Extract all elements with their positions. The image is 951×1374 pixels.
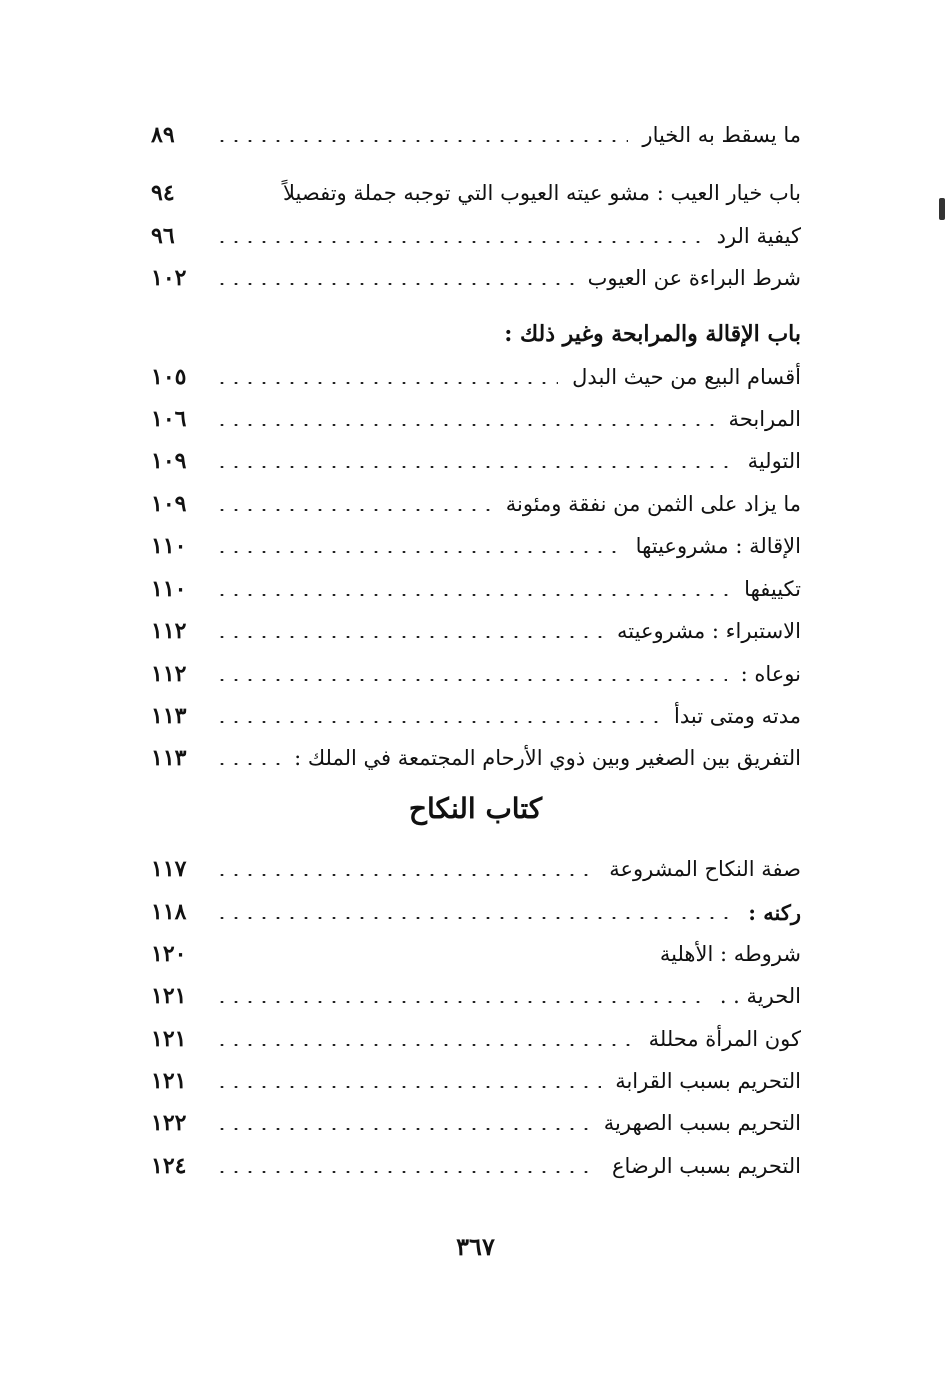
toc-entry	[151, 1064, 801, 1098]
leader-dots	[215, 1044, 635, 1046]
leader-dots	[215, 424, 715, 426]
toc-entry	[151, 979, 801, 1013]
entry-page: ١١٠	[151, 533, 187, 559]
leader-dots	[215, 1086, 601, 1088]
leader-dots	[215, 874, 595, 876]
entry-page: ١٢٠	[151, 941, 187, 967]
toc-entry	[151, 118, 801, 152]
leader-dots	[215, 140, 628, 142]
leader-dots	[215, 636, 603, 638]
entry-page: ١٠٩	[151, 448, 187, 474]
leader-dots	[215, 594, 730, 596]
entry-label: الحرية . .	[719, 984, 801, 1008]
entry-page: ١١٣	[151, 745, 187, 771]
entry-page: ١٢١	[151, 983, 187, 1009]
toc-entry	[151, 1106, 801, 1140]
entry-label: المرابحة	[728, 407, 801, 431]
entry-label: صفة النكاح المشروعة	[609, 857, 801, 881]
entry-page: ٨٩	[151, 122, 175, 148]
entry-page: ١١٠	[151, 576, 187, 602]
toc-entry	[151, 572, 801, 606]
entry-label: نوعاه :	[740, 662, 801, 686]
entry-page: ٩٤	[151, 180, 175, 206]
leader-dots	[215, 763, 280, 765]
leader-dots	[215, 721, 660, 723]
entry-page: ١٢٢	[151, 1110, 187, 1136]
leader-dots	[215, 509, 492, 511]
toc-entry	[151, 741, 801, 775]
entry-page: ١١٨	[151, 899, 187, 925]
entry-page: ١١٢	[151, 618, 187, 644]
toc-entry	[151, 360, 801, 394]
toc-entry	[151, 699, 801, 733]
toc-entry	[151, 219, 801, 253]
leader-dots	[215, 551, 622, 553]
entry-page: ١٠٢	[151, 265, 187, 291]
leader-dots	[215, 382, 558, 384]
entry-page: ١١٧	[151, 856, 187, 882]
toc-entry	[151, 529, 801, 563]
entry-label: تكييفها	[744, 577, 801, 601]
entry-label: التفريق بين الصغير وبين ذوي الأرحام المجتمعة في الملك :	[294, 746, 801, 770]
entry-page: ١٢٤	[151, 1153, 187, 1179]
toc-entry	[151, 1149, 801, 1183]
leader-dots	[215, 1128, 590, 1130]
leader-dots	[215, 679, 727, 681]
toc-entry	[151, 895, 801, 929]
entry-page: ١١٣	[151, 703, 187, 729]
entry-label: التحريم بسبب القرابة	[615, 1069, 801, 1093]
book-title: كتاب النكاح	[408, 792, 543, 825]
toc-entry	[151, 261, 801, 295]
scan-mark	[939, 198, 945, 220]
leader-dots	[215, 1001, 706, 1003]
entry-label: الإقالة : مشروعيتها	[635, 534, 801, 558]
entry-page: ٩٦	[151, 223, 175, 249]
entry-label: التولية	[747, 449, 801, 473]
entry-page: ١١٢	[151, 661, 187, 687]
entry-label: كيفية الرد	[716, 224, 801, 248]
leader-dots	[215, 283, 574, 285]
toc-entry	[151, 852, 801, 886]
entry-label: الاستبراء : مشروعيته	[617, 619, 801, 643]
entry-label: أقسام البيع من حيث البدل	[572, 365, 801, 389]
leader-dots	[215, 241, 703, 243]
entry-page: ١٠٦	[151, 406, 187, 432]
toc-entry	[151, 487, 801, 521]
entry-label: ما يسقط به الخيار	[642, 123, 801, 147]
toc-entry	[151, 937, 801, 971]
leader-dots	[215, 466, 734, 468]
entry-label: شرط البراءة عن العيوب	[587, 266, 801, 290]
entry-label: ما يزاد على الثمن من نفقة ومئونة	[505, 492, 801, 516]
entry-label: ركنه :	[748, 899, 801, 925]
entry-page: ١٢١	[151, 1068, 187, 1094]
entry-label: مدته ومتى تبدأ	[674, 704, 801, 728]
toc-entry	[151, 444, 801, 478]
leader-dots	[215, 917, 734, 919]
entry-page: ١٠٩	[151, 491, 187, 517]
entry-label: التحريم بسبب الصهرية	[603, 1111, 801, 1135]
section-heading: باب الإقالة والمرابحة وغير ذلك :	[504, 321, 801, 347]
entry-label: شروطه : الأهلية	[659, 942, 801, 966]
entry-page: ١٠٥	[151, 364, 187, 390]
entry-label: باب خيار العيب : مشو عيته العيوب التي توجبه جملة وتفصيلاً	[283, 181, 801, 205]
toc-entry	[151, 176, 801, 210]
entry-label: التحريم بسبب الرضاع	[612, 1154, 801, 1178]
toc-entry	[151, 402, 801, 436]
page-number: ٣٦٧	[456, 1232, 495, 1261]
toc-entry	[151, 614, 801, 648]
leader-dots	[215, 1171, 598, 1173]
entry-page: ١٢١	[151, 1026, 187, 1052]
toc-entry	[151, 657, 801, 691]
toc-entry	[151, 1022, 801, 1056]
entry-label: كون المرأة محللة	[648, 1027, 801, 1051]
